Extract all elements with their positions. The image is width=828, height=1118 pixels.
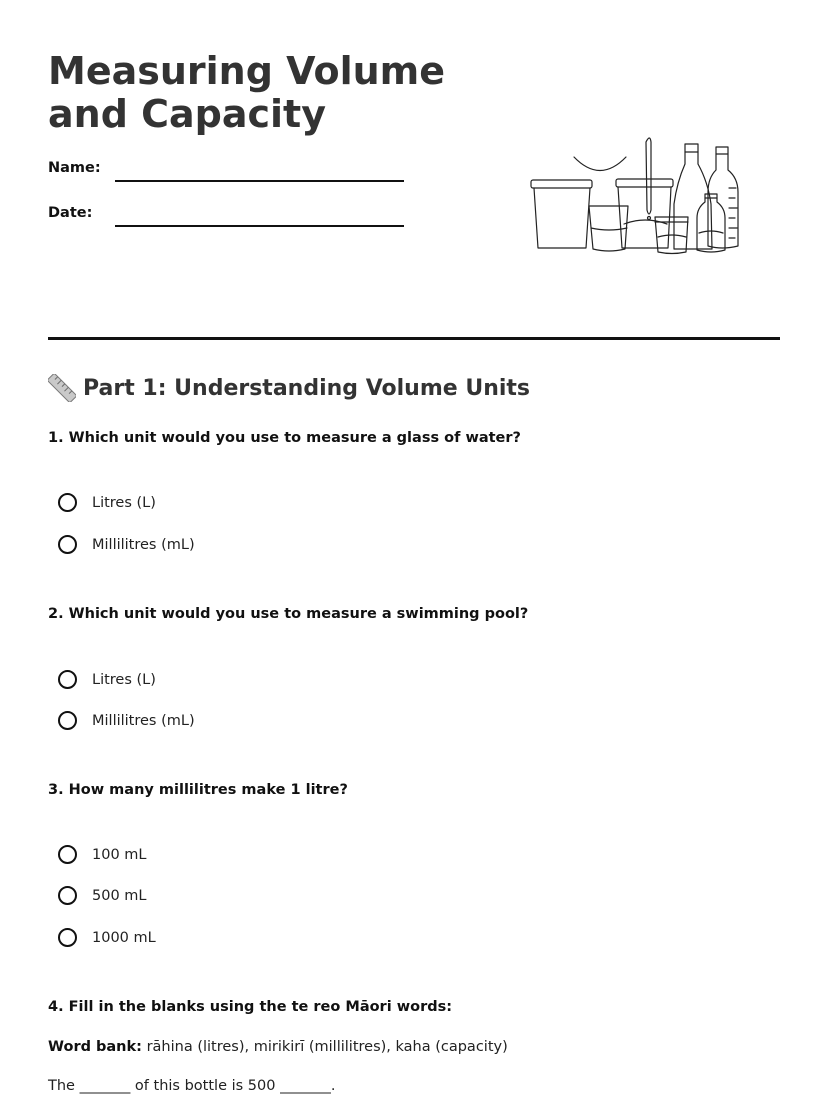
word-bank-words: rāhina (litres), mirikirī (millilitres), kaha (capacity) — [146, 1039, 508, 1055]
radio-button[interactable] — [58, 928, 77, 947]
option-label: Millilitres (mL) — [92, 536, 195, 553]
question-1: 1. Which unit would you use to measure a glass of water? — [48, 430, 521, 446]
part1-heading-text: Part 1: Understanding Volume Units — [83, 375, 531, 401]
q1-option-litres[interactable] — [58, 493, 156, 512]
question-2: 2. Which unit would you use to measure a swimming pool? — [48, 606, 529, 622]
word-bank — [48, 1039, 508, 1055]
radio-button[interactable] — [58, 670, 77, 689]
question-3: 3. How many millilitres make 1 litre? — [48, 782, 348, 798]
fill-in-sentence: The _______ of this bottle is 500 _______. — [48, 1078, 336, 1094]
name-label: Name: — [48, 160, 101, 176]
page-title: Measuring Volume and Capacity — [48, 49, 446, 136]
section-divider — [48, 337, 780, 340]
date-label: Date: — [48, 205, 93, 221]
option-label: 500 mL — [92, 887, 147, 904]
option-label: Litres (L) — [92, 494, 156, 511]
date-field[interactable] — [115, 225, 404, 227]
radio-button[interactable] — [58, 711, 77, 730]
q3-option-500ml[interactable] — [58, 886, 147, 905]
question-4: 4. Fill in the blanks using the te reo Māori words: — [48, 999, 453, 1015]
option-label: Litres (L) — [92, 671, 156, 688]
radio-button[interactable] — [58, 886, 77, 905]
q3-option-100ml[interactable] — [58, 845, 147, 864]
option-label: 1000 mL — [92, 929, 156, 946]
word-bank-label: Word bank: — [48, 1039, 142, 1055]
radio-button[interactable] — [58, 535, 77, 554]
q3-option-1000ml[interactable] — [58, 928, 156, 947]
radio-button[interactable] — [58, 493, 77, 512]
ruler-icon — [48, 374, 76, 402]
q2-option-litres[interactable] — [58, 670, 156, 689]
q2-option-millilitres[interactable] — [58, 711, 195, 730]
part1-heading — [48, 374, 530, 402]
radio-button[interactable] — [58, 845, 77, 864]
option-label: 100 mL — [92, 846, 147, 863]
measuring-containers-illustration — [530, 132, 745, 257]
worksheet-page — [48, 0, 780, 1118]
name-field[interactable] — [115, 180, 404, 182]
q1-option-millilitres[interactable] — [58, 535, 195, 554]
option-label: Millilitres (mL) — [92, 712, 195, 729]
